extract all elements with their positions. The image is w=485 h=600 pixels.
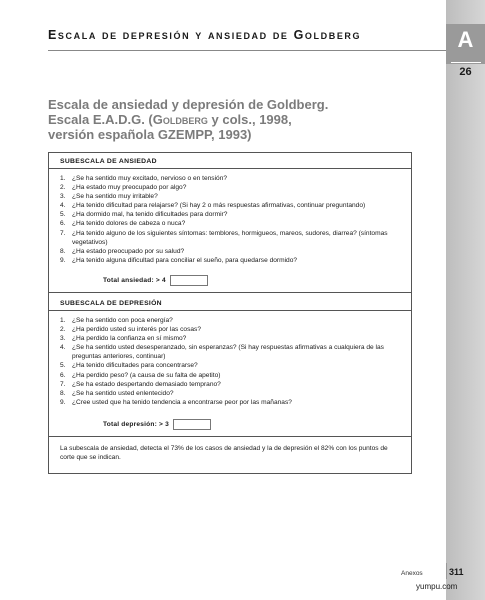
depression-total (103, 419, 211, 430)
question-number: 2. (60, 326, 66, 334)
document-title-author: Goldberg (152, 112, 208, 127)
question-text: ¿Se ha sentido usted enlentecido? (72, 389, 174, 397)
question-number: 3. (60, 193, 66, 201)
depression-total-label: Total depresión: > 3 (103, 421, 169, 428)
question-text: ¿Ha tenido dificultades para concentrarse? (72, 362, 198, 370)
question-text: ¿Ha perdido peso? (a causa de su falta de apetito) (72, 371, 221, 379)
anxiety-item-list (60, 174, 403, 265)
question-text: ¿Ha tenido dificultad para relajarse? (Si hay 2 o más respuestas afirmativas, continuar preguntando) (72, 202, 366, 210)
cutoff-note: La subescala de ansiedad, detecta el 73% de los casos de ansiedad y la de depresión el 82% con los puntos de corte que se indican. (60, 445, 388, 462)
question-number: 2. (60, 184, 66, 192)
question-number: 5. (60, 211, 66, 219)
question-number: 7. (60, 229, 66, 237)
note-divider (49, 436, 411, 437)
question-item (60, 210, 403, 219)
depression-total-field[interactable] (173, 419, 211, 430)
footer-divider (446, 563, 447, 579)
question-item (60, 380, 403, 389)
question-number: 5. (60, 362, 66, 370)
anxiety-total-field[interactable] (170, 275, 208, 286)
question-text: ¿Se ha sentido con poca energía? (72, 317, 173, 324)
question-text: ¿Ha tenido alguna dificultad para conciliar el sueño, para quedarse dormido? (72, 256, 298, 264)
question-item (60, 389, 403, 398)
header-divider (48, 50, 446, 51)
document-title-line-2 (48, 112, 388, 127)
section-number: 26 (459, 66, 472, 78)
question-item (60, 201, 403, 210)
question-number: 1. (60, 175, 66, 182)
question-item (60, 192, 403, 201)
question-number: 9. (60, 256, 66, 264)
document-title-line-1: Escala de ansiedad y depresión de Goldberg. (48, 97, 329, 112)
question-text: ¿Ha perdido usted su interés por las cosas? (72, 326, 202, 334)
questionnaire-box (48, 152, 412, 474)
question-text: ¿Se ha sentido muy excitado, nervioso o en tensión? (72, 175, 228, 182)
question-item (60, 398, 403, 407)
document-title-line-2-start: Escala E.A.D.G. ( (48, 112, 153, 127)
question-item (60, 334, 403, 343)
page-number: 311 (449, 567, 464, 577)
question-item (60, 316, 403, 325)
question-item (60, 229, 403, 247)
depression-subscale-heading: SUBESCALA DE DEPRESIÓN (60, 300, 162, 307)
question-text: ¿Ha tenido alguno de los siguientes síntomas: temblores, hormigueos, mareos, sudores, diarrea? (síntomas vegetativos) (72, 229, 388, 246)
question-text: ¿Ha dormido mal, ha tenido dificultades para dormir? (72, 211, 228, 219)
question-item (60, 343, 403, 361)
question-text: ¿Cree usted que ha tenido tendencia a encontrarse peor por las mañanas? (72, 398, 292, 406)
question-number: 9. (60, 398, 66, 406)
question-item (60, 361, 403, 370)
question-number: 6. (60, 220, 66, 228)
section-divider (49, 292, 411, 293)
question-number: 4. (60, 202, 66, 210)
anxiety-total-label: Total ansiedad: > 4 (103, 277, 166, 284)
footer-section-label: Anexos (401, 570, 423, 577)
question-text: ¿Se ha sentido usted desesperanzado, sin esperanzas? (Si hay respuestas afirmativas a cualquiera de las preguntas anteriores, continuar) (72, 344, 384, 361)
question-item (60, 325, 403, 334)
depression-heading-divider (49, 310, 411, 311)
question-item (60, 219, 403, 228)
document-title-line-3: versión española GZEMPP, 1993) (48, 127, 252, 142)
question-number: 7. (60, 380, 66, 388)
anxiety-subscale-heading: SUBESCALA DE ANSIEDAD (60, 158, 157, 165)
question-text: ¿Se ha estado despertando demasiado temprano? (72, 380, 221, 388)
question-number: 8. (60, 247, 66, 255)
question-item (60, 174, 403, 183)
document-title-line-2-end: y cols., 1998, (207, 112, 292, 127)
question-number: 6. (60, 371, 66, 379)
question-item (60, 371, 403, 380)
question-number: 1. (60, 317, 66, 324)
depression-item-list (60, 316, 403, 407)
anxiety-total (103, 275, 208, 286)
anxiety-heading-divider (49, 168, 411, 169)
question-item (60, 183, 403, 192)
side-tab-divider (451, 62, 481, 63)
question-item (60, 247, 403, 256)
question-text: ¿Ha estado preocupado por su salud? (72, 247, 185, 255)
question-text: ¿Ha perdido la confianza en sí mismo? (72, 335, 187, 343)
question-number: 3. (60, 335, 66, 343)
question-number: 4. (60, 344, 66, 352)
question-number: 8. (60, 389, 66, 397)
question-text: ¿Se ha sentido muy irritable? (72, 193, 158, 201)
document-title (48, 97, 388, 142)
running-header-title: Escala de depresión y ansiedad de Goldberg (48, 28, 362, 42)
watermark: yumpu.com (416, 582, 458, 591)
question-item (60, 256, 403, 265)
question-text: ¿Ha estado muy preocupado por algo? (72, 184, 187, 192)
side-tab (446, 0, 485, 600)
question-text: ¿Ha tenido dolores de cabeza o nuca? (72, 220, 186, 228)
section-letter: A (457, 27, 474, 52)
